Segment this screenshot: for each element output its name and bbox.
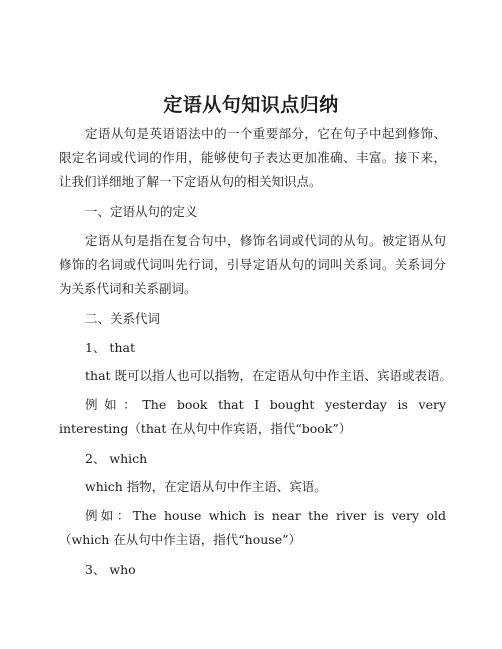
- definition-paragraph: 定语从句是指在复合句中，修饰名词或代词的从句。被定语从句修饰的名词或代词叫先行词，引导定语从句的词叫关系词。关系词分为关系代词和关系副词。: [59, 233, 446, 296]
- item-that-label: 1、 that: [85, 340, 135, 355]
- item-which-example: 例如：The house which is near the river is very old（which 在从句中作主语，指代“house”）: [59, 508, 446, 547]
- intro-paragraph: 定语从句是英语语法中的一个重要部分，它在句子中起到修饰、限定名词或代词的作用，能够使句子表达更加准确、丰富。接下来，让我们详细地了解一下定语从句的相关知识点。: [59, 126, 446, 189]
- document-title: 定语从句知识点归纳: [163, 94, 339, 116]
- section-2-heading: 二、关系代词: [85, 311, 161, 326]
- section-1-heading: 一、定语从句的定义: [85, 204, 198, 219]
- item-that-example: 例如：The book that I bought yesterday is very interesting（that 在从句中作宾语，指代“book”）: [59, 397, 446, 436]
- item-that-description: that 既可以指人也可以指物，在定语从句中作主语、宾语或表语。: [85, 368, 453, 383]
- item-which-label: 2、 which: [85, 451, 148, 466]
- item-which-description: which 指物，在定语从句中作主语、宾语。: [85, 479, 327, 494]
- item-who-label: 3、 who: [85, 562, 136, 577]
